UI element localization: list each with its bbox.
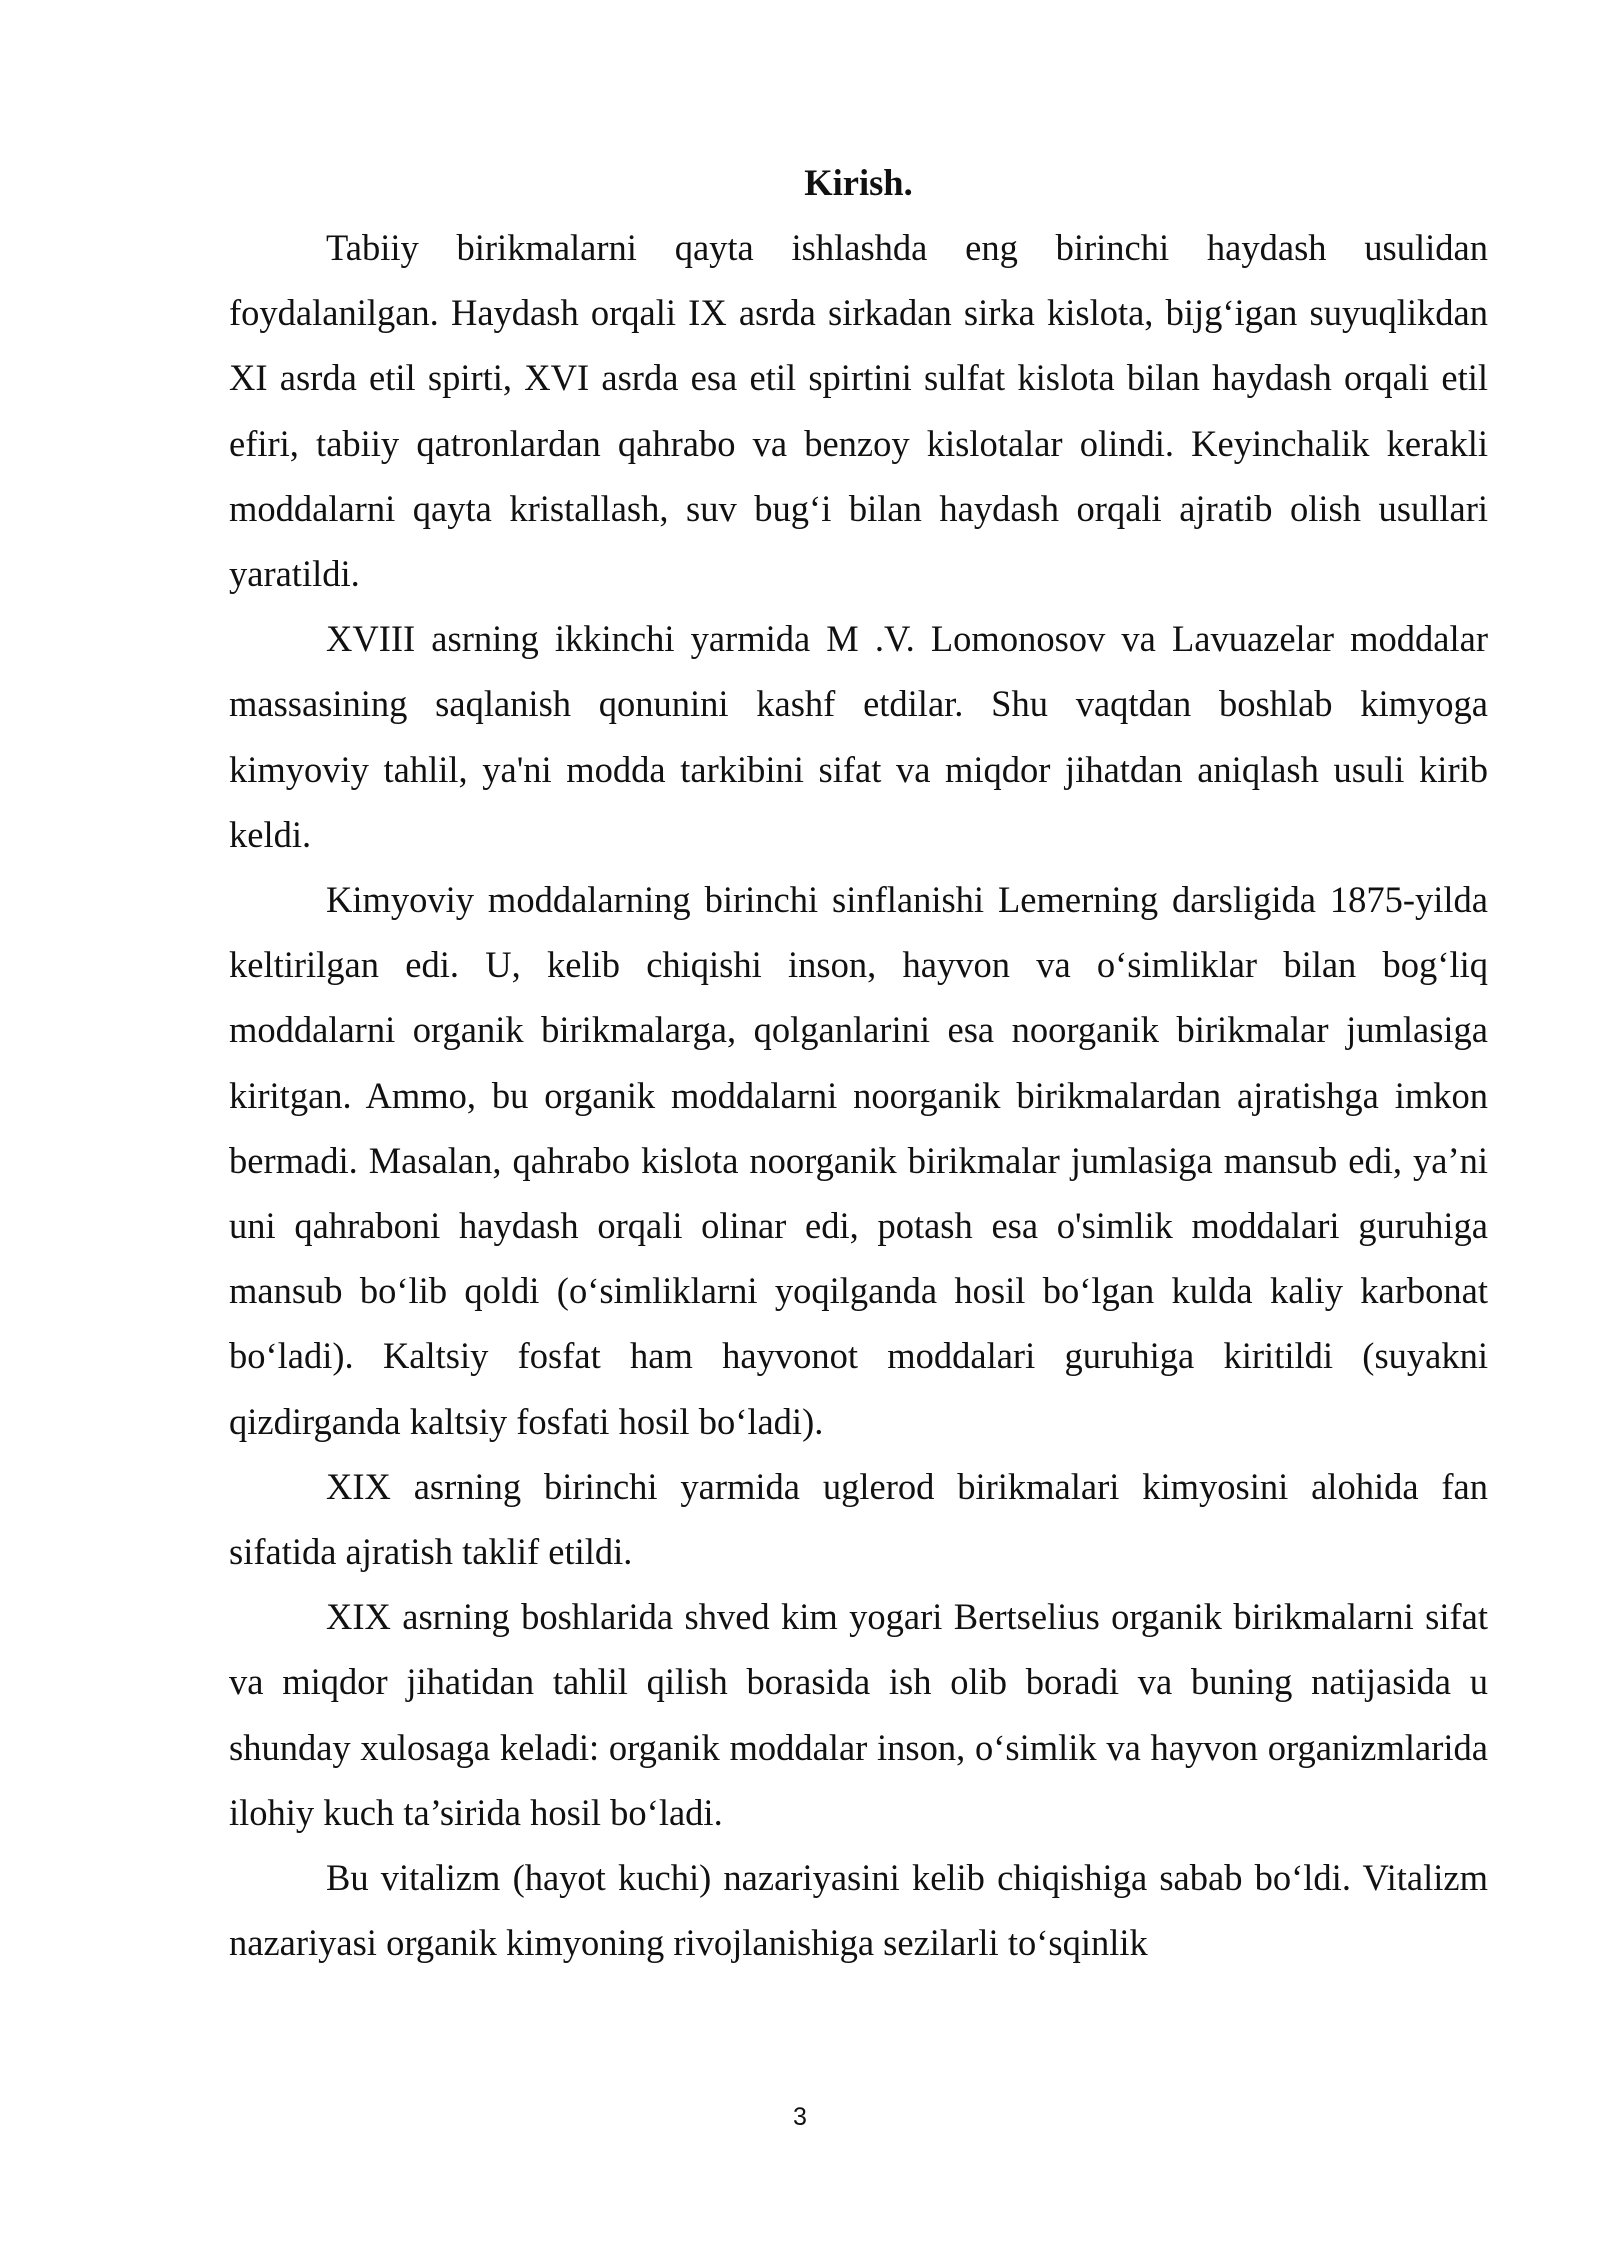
- paragraph-5: XIX asrning boshlarida shved kim yogari Bertselius organik birikmalarni sifat va miqdor jihatidan tahlil qilish borasida ish olib boradi va buning natijasida u shunday xulosaga keladi: organik moddalar inson, o‘simlik va hayvon organizmlarida ilohiy kuch ta’sirida hosil bo‘ladi.: [229, 1596, 1488, 1833]
- paragraph-2: XVIII asrning ikkinchi yarmida M .V. Lomonosov va Lavuazelar moddalar massasining saqlanish qonunini kashf etdilar. Shu vaqtdan boshlab kimyoga kimyoviy tahlil, ya'ni modda tarkibini sifat va miqdor jihatdan aniqlash usuli kirib keldi.: [229, 618, 1488, 855]
- page-body: [229, 150, 1488, 1975]
- paragraph-6: Bu vitalizm (hayot kuchi) nazariyasini kelib chiqishiga sabab bo‘ldi. Vitalizm nazariyasi organik kimyoning rivojlanishiga sezilarli to‘sqinlik: [229, 1857, 1488, 1964]
- page-number: 3: [793, 2103, 807, 2131]
- section-heading: Kirish.: [804, 162, 913, 203]
- paragraph-3: Kimyoviy moddalarning birinchi sinflanishi Lemerning darsligida 1875-yilda keltirilgan edi. U, kelib chiqishi inson, hayvon va o‘simliklar bilan bog‘liq moddalarni organik birikmalarga, qolganlarini esa noorganik birikmalar jumlasiga kiritgan. Ammo, bu organik moddalarni noorganik birikmalardan ajratishga imkon bermadi. Masalan, qahrabo kislota noorganik birikmalar jumlasiga mansub edi, ya’ni uni qahraboni haydash orqali olinar edi, potash esa o'simlik moddalari guruhiga mansub bo‘lib qoldi (o‘simliklarni yoqilganda hosil bo‘lgan kulda kaliy karbonat bo‘ladi). Kaltsiy fosfat ham hayvonot moddalari guruhiga kiritildi (suyakni qizdirganda kaltsiy fosfati hosil bo‘ladi).: [229, 879, 1488, 1442]
- paragraph-1: Tabiiy birikmalarni qayta ishlashda eng birinchi haydash usulidan foydalanilgan. Haydash orqali IX asrda sirkadan sirka kislota, bijg‘igan suyuqlikdan XI asrda etil spirti, XVI asrda esa etil spirtini sulfat kislota bilan haydash orqali etil efiri, tabiiy qatronlardan qahrabo va benzoy kislotalar olindi. Keyinchalik kerakli moddalarni qayta kristallash, suv bug‘i bilan haydash orqali ajratib olish usullari yaratildi.: [229, 227, 1488, 595]
- paragraph-4: XIX asrning birinchi yarmida uglerod birikmalari kimyosini alohida fan sifatida ajratish taklif etildi.: [229, 1465, 1488, 1573]
